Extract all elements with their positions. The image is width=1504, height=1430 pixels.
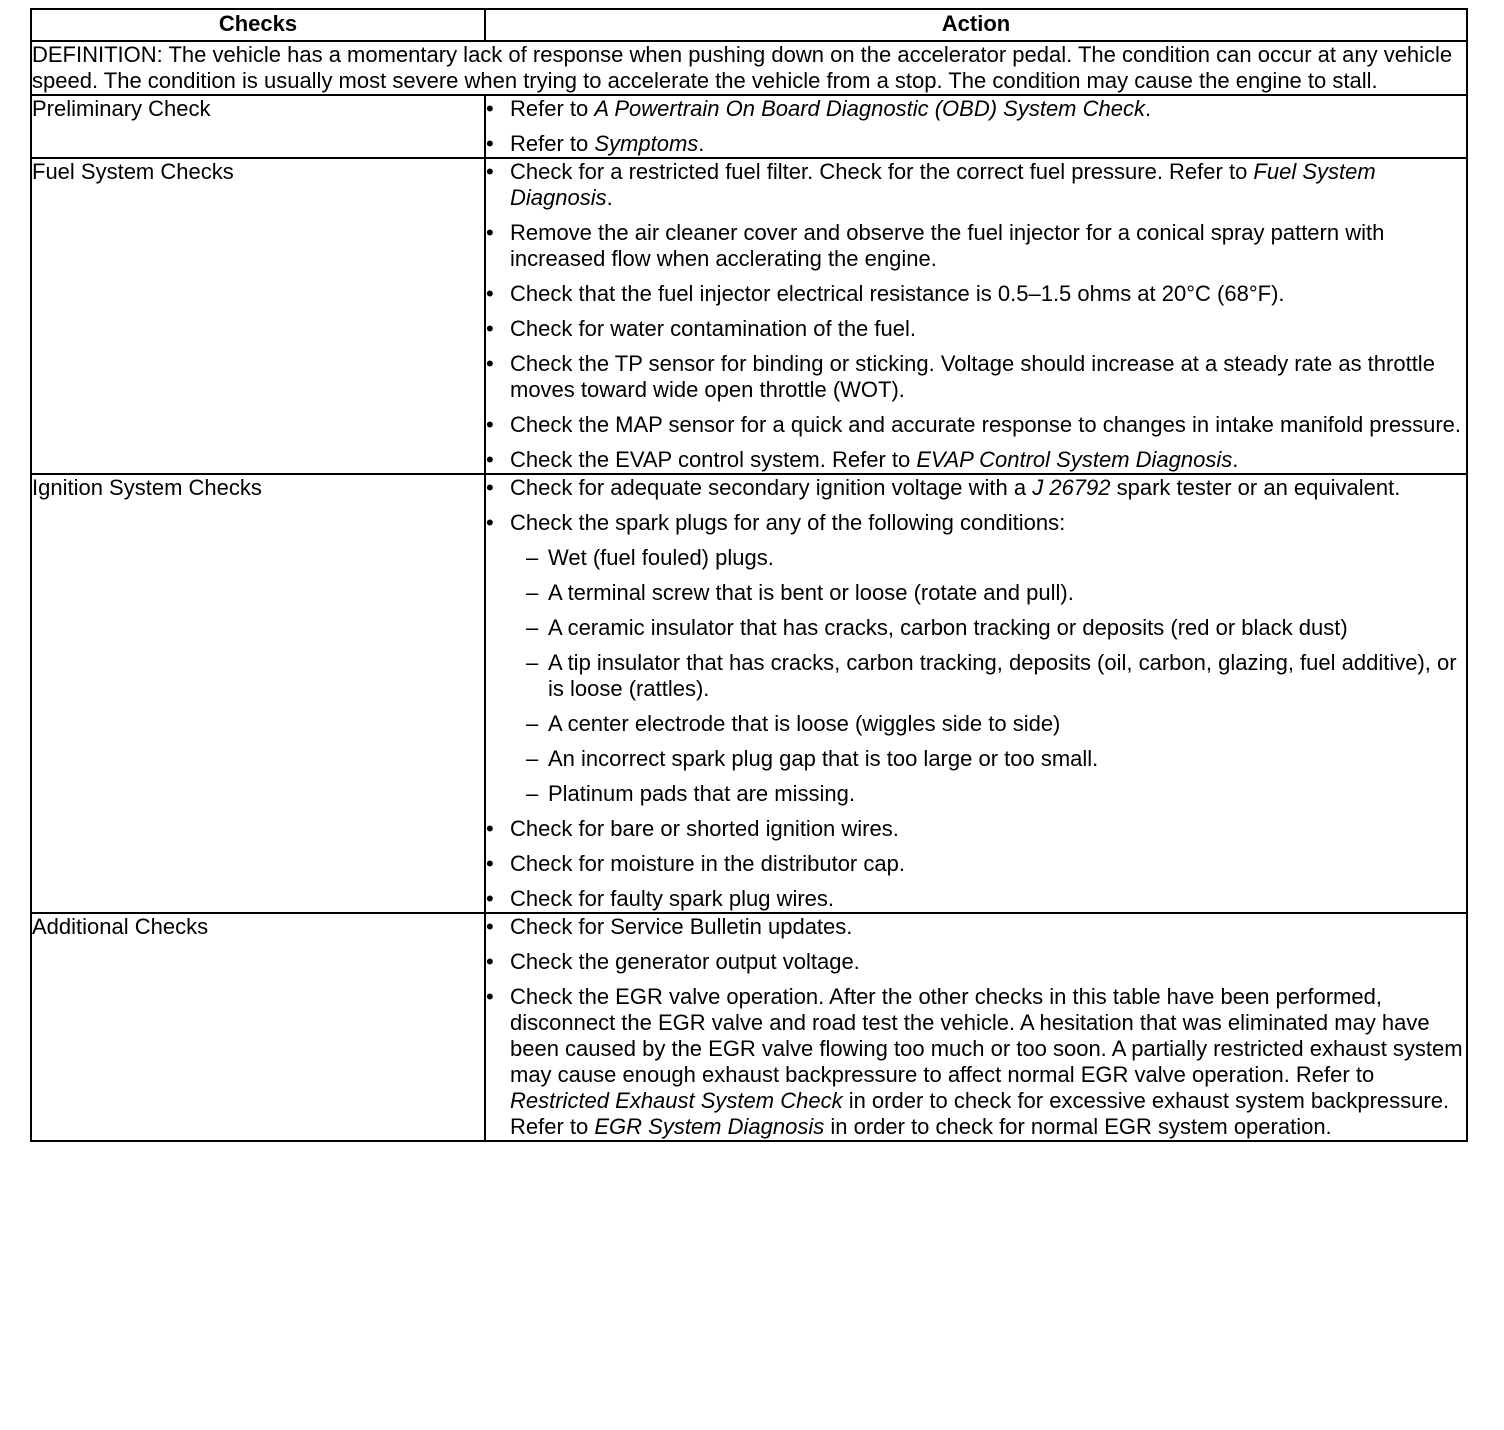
action-text: Refer to	[510, 96, 595, 121]
action-item	[486, 914, 1466, 940]
action-text: Check the generator output voltage.	[510, 949, 860, 974]
action-text: Check for a restricted fuel filter. Check for the correct fuel pressure. Refer to	[510, 159, 1254, 184]
reference-title: A Powertrain On Board Diagnostic (OBD) System Check	[594, 96, 1145, 121]
condition-list	[510, 545, 1466, 807]
action-text: .	[606, 185, 613, 210]
action-item	[486, 220, 1466, 272]
action-text: .	[698, 131, 705, 156]
condition-item: – A ceramic insulator that has cracks, carbon tracking or deposits (red or black dust)	[518, 615, 1466, 641]
action-text: Check the MAP sensor for a quick and accurate response to changes in intake manifold pressure.	[510, 412, 1462, 437]
action-item	[486, 851, 1466, 877]
action-list	[486, 159, 1466, 473]
action-item	[486, 816, 1466, 842]
action-text: in order to check for excessive exhaust system backpressure. Refer to	[510, 1088, 1450, 1139]
action-list	[486, 914, 1466, 1140]
action-text: .	[1232, 447, 1239, 472]
action-item	[486, 510, 1466, 807]
action-cell	[485, 95, 1467, 158]
condition-item: – A tip insulator that has cracks, carbon tracking, deposits (oil, carbon, glazing, fuel additive), or is loose (rattles).	[518, 650, 1466, 702]
check-row	[31, 158, 1467, 474]
condition-item: – A center electrode that is loose (wiggles side to side)	[518, 711, 1466, 737]
condition-item: – Wet (fuel fouled) plugs.	[518, 545, 1466, 571]
action-item	[486, 159, 1466, 211]
action-text: Refer to	[510, 131, 595, 156]
reference-title: J 26792	[1032, 475, 1111, 500]
check-row	[31, 913, 1467, 1141]
check-row	[31, 474, 1467, 913]
action-item	[486, 984, 1466, 1140]
check-category: Fuel System Checks	[31, 158, 485, 474]
action-text: Check the spark plugs for any of the following conditions:	[510, 510, 1066, 535]
action-text: Check the EVAP control system. Refer to	[510, 447, 917, 472]
action-text: Check for Service Bulletin updates.	[510, 914, 853, 939]
action-item	[486, 351, 1466, 403]
reference-title: EGR System Diagnosis	[594, 1114, 825, 1139]
condition-item: – Platinum pads that are missing.	[518, 781, 1466, 807]
action-item	[486, 475, 1466, 501]
header-action: Action	[485, 9, 1467, 41]
action-cell	[485, 474, 1467, 913]
action-cell	[485, 158, 1467, 474]
condition-item: – An incorrect spark plug gap that is too large or too small.	[518, 746, 1466, 772]
definition-text: DEFINITION: The vehicle has a momentary lack of response when pushing down on the accelerator pedal. The condition can occur at any vehicle speed. The condition is usually most severe when trying to accelerate the vehicle from a stop. The condition may cause the engine to stall.	[31, 41, 1467, 95]
condition-item: – A terminal screw that is bent or loose (rotate and pull).	[518, 580, 1466, 606]
check-category: Additional Checks	[31, 913, 485, 1141]
action-item	[486, 281, 1466, 307]
action-text: Check for faulty spark plug wires.	[510, 886, 835, 911]
action-text: Check the TP sensor for binding or sticking. Voltage should increase at a steady rate as throttle moves toward wide open throttle (WOT).	[510, 351, 1435, 402]
diagnostic-table	[30, 8, 1468, 1142]
action-item	[486, 886, 1466, 912]
action-item	[486, 96, 1466, 122]
action-item	[486, 949, 1466, 975]
action-text: Check that the fuel injector electrical resistance is 0.5–1.5 ohms at 20°C (68°F).	[510, 281, 1285, 306]
action-item	[486, 447, 1466, 473]
action-text: Check for bare or shorted ignition wires.	[510, 816, 899, 841]
action-text: spark tester or an equivalent.	[1110, 475, 1401, 500]
action-list	[486, 96, 1466, 157]
reference-title: Fuel System Diagnosis	[510, 159, 1376, 210]
action-item	[486, 316, 1466, 342]
action-text: Check for water contamination of the fuel.	[510, 316, 916, 341]
definition-row	[31, 41, 1467, 95]
action-text: Check for adequate secondary ignition voltage with a	[510, 475, 1033, 500]
action-cell	[485, 913, 1467, 1141]
action-text: in order to check for normal EGR system operation.	[824, 1114, 1332, 1139]
action-item	[486, 412, 1466, 438]
action-item	[486, 131, 1466, 157]
header-row	[31, 9, 1467, 41]
action-list	[486, 475, 1466, 912]
header-checks: Checks	[31, 9, 485, 41]
reference-title: EVAP Control System Diagnosis	[916, 447, 1233, 472]
action-text: Check the EGR valve operation. After the other checks in this table have been performed, disconnect the EGR valve and road test the vehicle. A hesitation that was eliminated may have been caused by the EGR valve flowing too much or too soon. A partially restricted exhaust system may cause enough exhaust backpressure to affect normal EGR valve operation. Refer to	[510, 984, 1463, 1087]
action-text: .	[1144, 96, 1152, 121]
action-text: Remove the air cleaner cover and observe the fuel injector for a conical spray pattern with increased flow when acclerating the engine.	[510, 220, 1385, 271]
action-text: Check for moisture in the distributor cap.	[510, 851, 905, 876]
reference-title: Restricted Exhaust System Check	[510, 1088, 843, 1113]
check-category: Preliminary Check	[31, 95, 485, 158]
check-category: Ignition System Checks	[31, 474, 485, 913]
check-row	[31, 95, 1467, 158]
reference-title: Symptoms	[594, 131, 699, 156]
